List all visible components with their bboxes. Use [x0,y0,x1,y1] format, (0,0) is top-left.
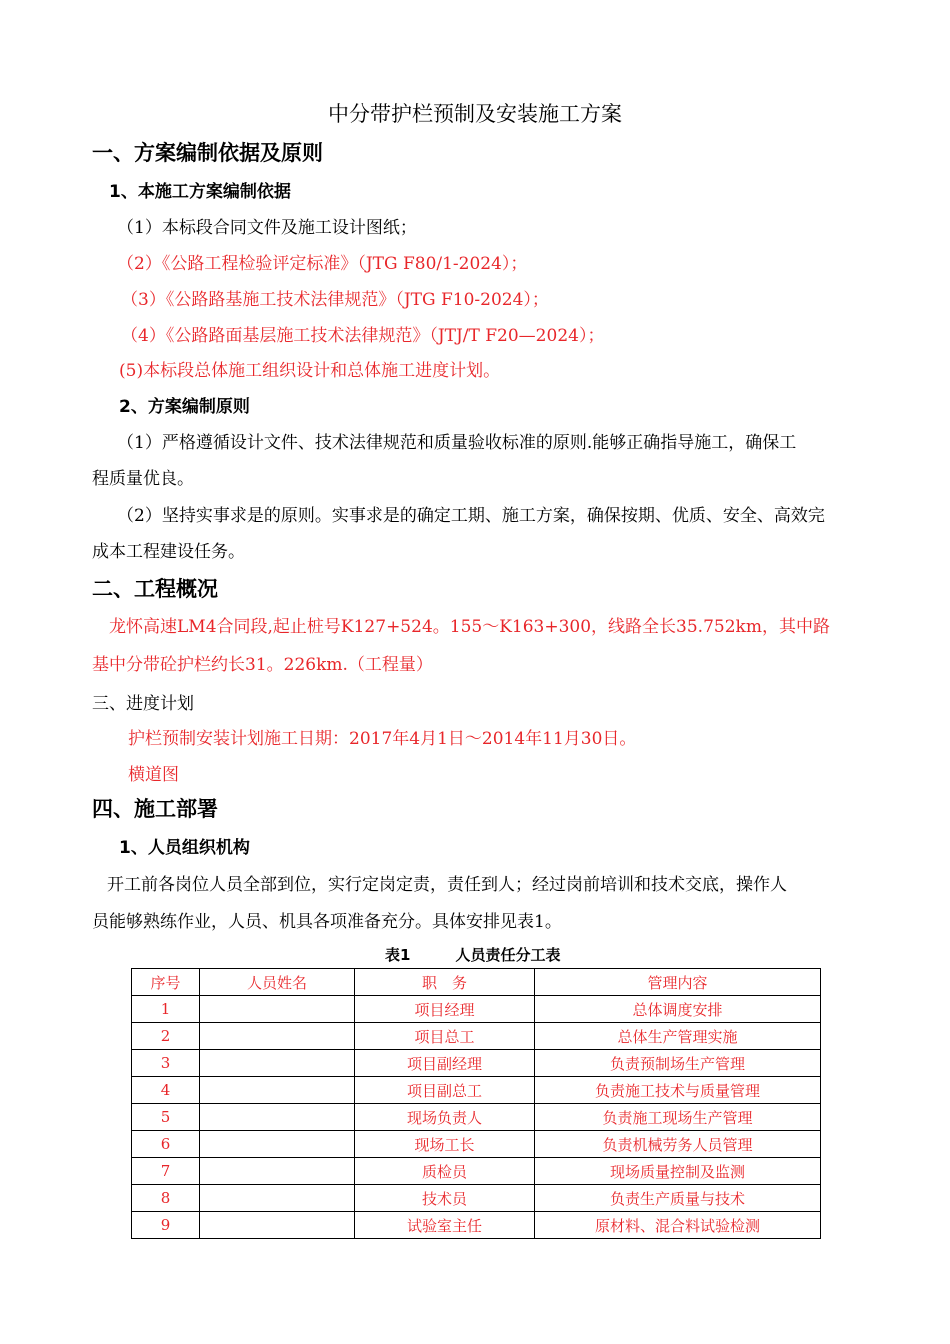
principle-2-line-2: 成本工程建设任务。 [92,542,245,562]
cell-name [200,1104,355,1131]
cell-position: 项目总工 [355,1023,535,1050]
table-row [132,1158,821,1185]
cell-position: 技术员 [355,1185,535,1212]
table-row [132,996,821,1023]
cell-name [200,1212,355,1239]
cell-name [200,1185,355,1212]
cell-duties: 负责生产质量与技术 [535,1185,821,1212]
section-1-2-heading: 2、方案编制原则 [119,397,250,417]
table-row [132,1185,821,1212]
table-caption: 表1 人员责任分工表 [385,946,561,964]
principle-2-line-1: （2）坚持实事求是的原则。实事求是的确定工期、施工方案，确保按期、优质、安全、高效完 [117,506,825,526]
section-1-heading: 一、方案编制依据及原则 [92,141,323,165]
cell-index: 7 [132,1158,200,1185]
cell-duties: 负责施工现场生产管理 [535,1104,821,1131]
table-row [132,1050,821,1077]
table-row [132,1131,821,1158]
cell-index: 9 [132,1212,200,1239]
cell-index: 5 [132,1104,200,1131]
header-name: 人员姓名 [200,969,355,996]
cell-position: 现场工长 [355,1131,535,1158]
cell-position: 项目经理 [355,996,535,1023]
section-1-1-heading: 1、本施工方案编制依据 [109,182,291,202]
cell-position: 项目副经理 [355,1050,535,1077]
cell-duties: 负责预制场生产管理 [535,1050,821,1077]
cell-index: 3 [132,1050,200,1077]
document-title: 中分带护栏预制及安装施工方案 [328,102,622,126]
cell-index: 4 [132,1077,200,1104]
section-4-1-heading: 1、人员组织机构 [119,838,250,858]
cell-duties: 总体生产管理实施 [535,1023,821,1050]
table-row [132,1212,821,1239]
section-4-heading: 四、施工部署 [92,797,218,821]
schedule-line: 护栏预制安装计划施工日期：2017年4月1日～2014年11月30日。 [128,729,637,749]
cell-position: 现场负责人 [355,1104,535,1131]
cell-duties: 原材料、混合料试验检测 [535,1212,821,1239]
basis-item-5: (5)本标段总体施工组织设计和总体施工进度计划。 [119,361,501,381]
table-row [132,1023,821,1050]
header-duties: 管理内容 [535,969,821,996]
cell-index: 6 [132,1131,200,1158]
overview-line-2: 基中分带砼护栏约长31。226km.（工程量） [92,655,433,675]
table-row [132,1077,821,1104]
basis-item-2: （2）《公路工程检验评定标准》（JTG F80/1-2024）； [117,254,528,274]
cell-position: 质检员 [355,1158,535,1185]
overview-line-1: 龙怀高速LM4合同段,起止桩号K127+524。155～K163+300，线路全长35.752km，其中路 [109,617,830,637]
cell-name [200,1023,355,1050]
basis-item-1: （1）本标段合同文件及施工设计图纸； [117,218,417,238]
cell-name [200,996,355,1023]
header-index: 序号 [132,969,200,996]
table-header-row [132,969,821,996]
cell-name [200,1158,355,1185]
cell-duties: 现场质量控制及监测 [535,1158,821,1185]
basis-item-4: （4）《公路路面基层施工技术法律规范》（JTJ/T F20—2024）； [121,326,605,346]
cell-name [200,1077,355,1104]
section-2-heading: 二、工程概况 [92,577,218,601]
principle-1-line-2: 程质量优良。 [92,469,194,489]
cell-duties: 负责施工技术与质量管理 [535,1077,821,1104]
cell-duties: 总体调度安排 [535,996,821,1023]
cell-position: 项目副总工 [355,1077,535,1104]
cell-name [200,1050,355,1077]
cell-index: 2 [132,1023,200,1050]
cell-name [200,1131,355,1158]
principle-1-line-1: （1）严格遵循设计文件、技术法律规范和质量验收标准的原则.能够正确指导施工，确保工 [117,433,797,453]
cell-duties: 负责机械劳务人员管理 [535,1131,821,1158]
gantt-chart-label: 横道图 [128,765,179,785]
staffing-line-2: 员能够熟练作业，人员、机具各项准备充分。具体安排见表1。 [92,912,562,932]
header-position: 职 务 [355,969,535,996]
basis-item-3: （3）《公路路基施工技术法律规范》（JTG F10-2024）； [121,290,549,310]
staff-responsibility-table [131,968,821,1239]
cell-index: 1 [132,996,200,1023]
staffing-line-1: 开工前各岗位人员全部到位，实行定岗定责，责任到人；经过岗前培训和技术交底，操作人 [107,875,787,895]
section-3-heading: 三、进度计划 [92,694,194,714]
table-row [132,1104,821,1131]
cell-position: 试验室主任 [355,1212,535,1239]
cell-index: 8 [132,1185,200,1212]
